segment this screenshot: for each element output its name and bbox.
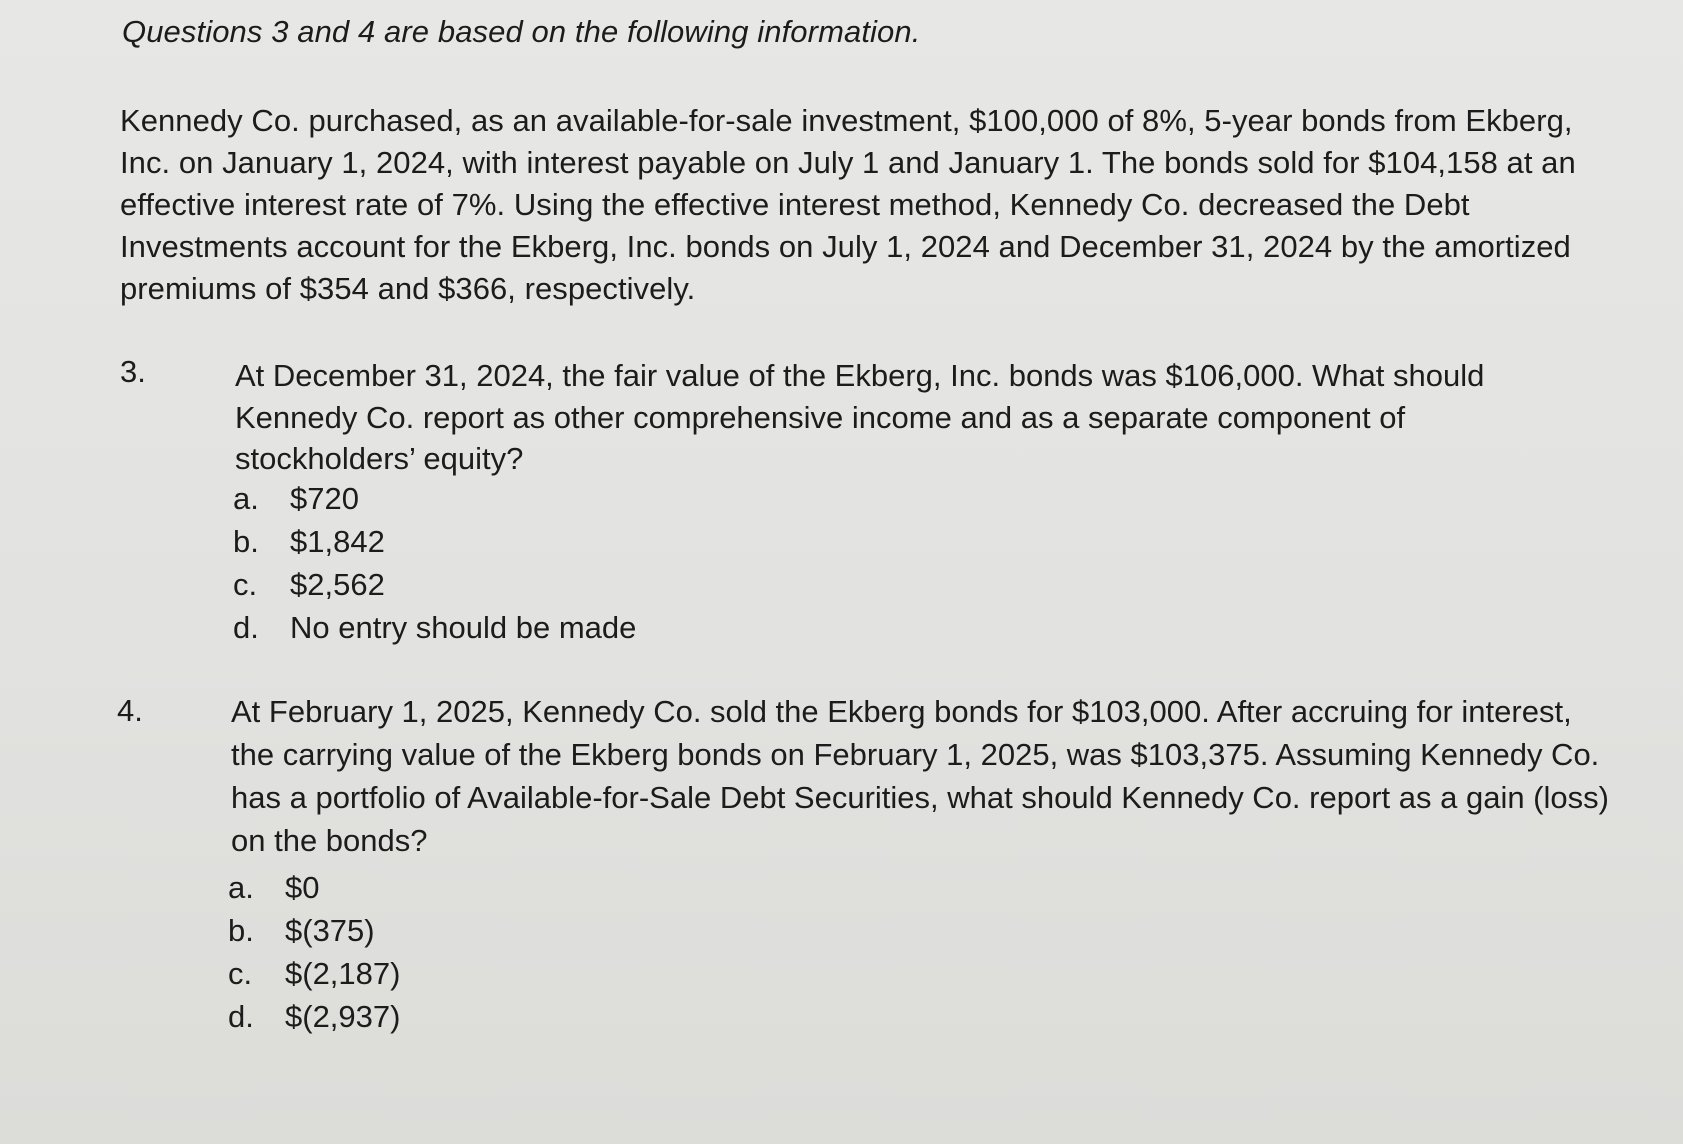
question-4-number: 4.: [117, 693, 143, 728]
choice-letter: a.: [228, 870, 254, 905]
choice-letter: c.: [233, 567, 258, 602]
question-3-choices: [233, 477, 636, 649]
intro-paragraph: Kennedy Co. purchased, as an available-for-sale investment, $100,000 of 8%, 5-year bonds from Ekberg, Inc. on January 1, 2024, with interest payable on July 1 and January 1. The bonds sold for $104,158 at an effective interest rate of 7%. Using the effective interest method, Kennedy Co. decreased the Debt Investments account for the Ekberg, Inc. bonds on July 1, 2024 and December 31, 2024 by the amortized premiums of $354 and $366, respectively.: [120, 103, 1576, 306]
choice-text: $720: [290, 481, 359, 516]
question-3-choice-d: [233, 606, 636, 649]
choice-letter: b.: [233, 524, 259, 559]
question-4-choices: [228, 866, 400, 1038]
question-4-choice-d: [228, 995, 400, 1038]
choice-text: $1,842: [290, 524, 385, 559]
question-4-choice-b: [228, 909, 400, 952]
section-heading: Questions 3 and 4 are based on the following information.: [122, 14, 921, 49]
choice-letter: b.: [228, 913, 254, 948]
choice-text: $(2,187): [285, 956, 401, 991]
choice-text: $(2,937): [285, 999, 401, 1034]
choice-text: $0: [285, 870, 320, 905]
choice-letter: d.: [228, 999, 254, 1034]
question-3-choice-c: [233, 563, 636, 606]
question-3-text: At December 31, 2024, the fair value of the Ekberg, Inc. bonds was $106,000. What should Kennedy Co. report as other comprehensive income and as a separate component of stockholders’ equity?: [235, 358, 1485, 476]
choice-text: No entry should be made: [290, 610, 637, 645]
question-3-choice-b: [233, 520, 636, 563]
choice-text: $2,562: [290, 567, 385, 602]
question-4-text: At February 1, 2025, Kennedy Co. sold the Ekberg bonds for $103,000. After accruing for interest, the carrying value of the Ekberg bonds on February 1, 2025, was $103,375. Assuming Kennedy Co. has a portfolio of Available-for-Sale Debt Securities, what should Kennedy Co. report as a gain (loss) on the bonds?: [231, 694, 1609, 858]
choice-letter: a.: [233, 481, 259, 516]
choice-letter: d.: [233, 610, 259, 645]
choice-letter: c.: [228, 956, 253, 991]
question-3-choice-a: [233, 477, 636, 520]
choice-text: $(375): [285, 913, 375, 948]
question-4-choice-a: [228, 866, 400, 909]
question-3-number: 3.: [120, 354, 146, 389]
question-4-choice-c: [228, 952, 400, 995]
